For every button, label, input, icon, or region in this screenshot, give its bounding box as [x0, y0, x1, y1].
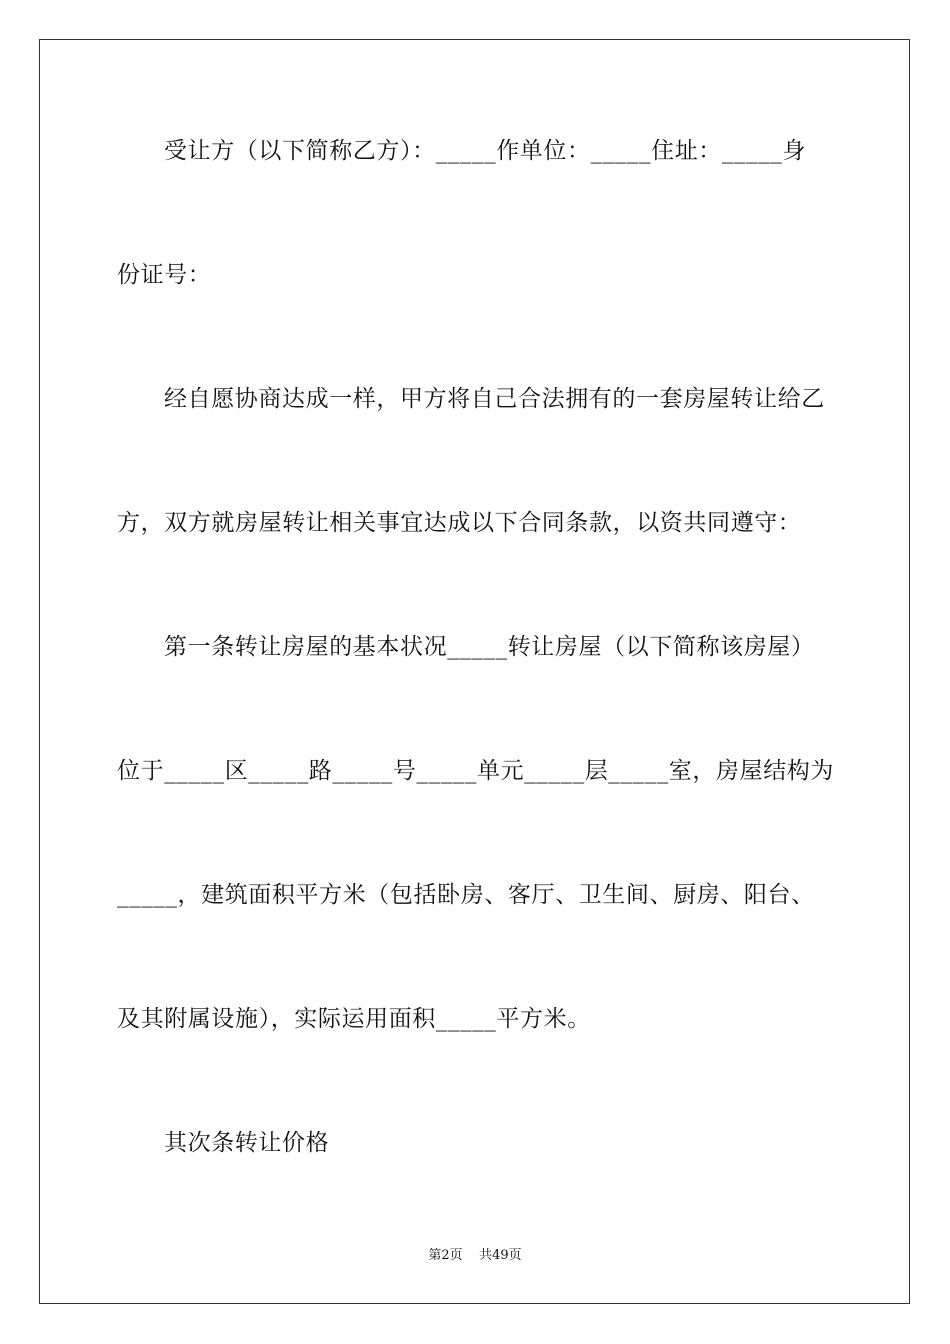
- page-number-footer: 第2页 共49页: [428, 1248, 522, 1263]
- paragraph-line-agreement: 经自愿协商达成一样，甲方将自己合法拥有的一套房屋转让给乙: [164, 386, 825, 412]
- paragraph-line-id-number: 份证号：: [117, 262, 212, 288]
- paragraph-line-actual-area: 及其附属设施），实际运用面积_____平方米。: [117, 1006, 591, 1032]
- paragraph-line-agreement-cont: 方，双方就房屋转让相关事宜达成以下合同条款，以资共同遵守：: [117, 510, 802, 536]
- paragraph-line-article-one: 第一条转让房屋的基本状况_____转让房屋（以下简称该房屋）: [164, 634, 815, 660]
- paragraph-line-article-two: 其次条转让价格: [164, 1130, 330, 1156]
- paragraph-line-area: _____，建筑面积平方米（包括卧房、客厅、卫生间、厨房、阳台、: [117, 882, 815, 908]
- paragraph-line-transferee: 受让方（以下简称乙方）：_____作单位：_____住址：_____身: [164, 138, 806, 164]
- paragraph-line-location: 位于_____区_____路_____号_____单元_____层_____室，房屋结构为: [117, 758, 834, 784]
- page-border: [39, 39, 910, 1304]
